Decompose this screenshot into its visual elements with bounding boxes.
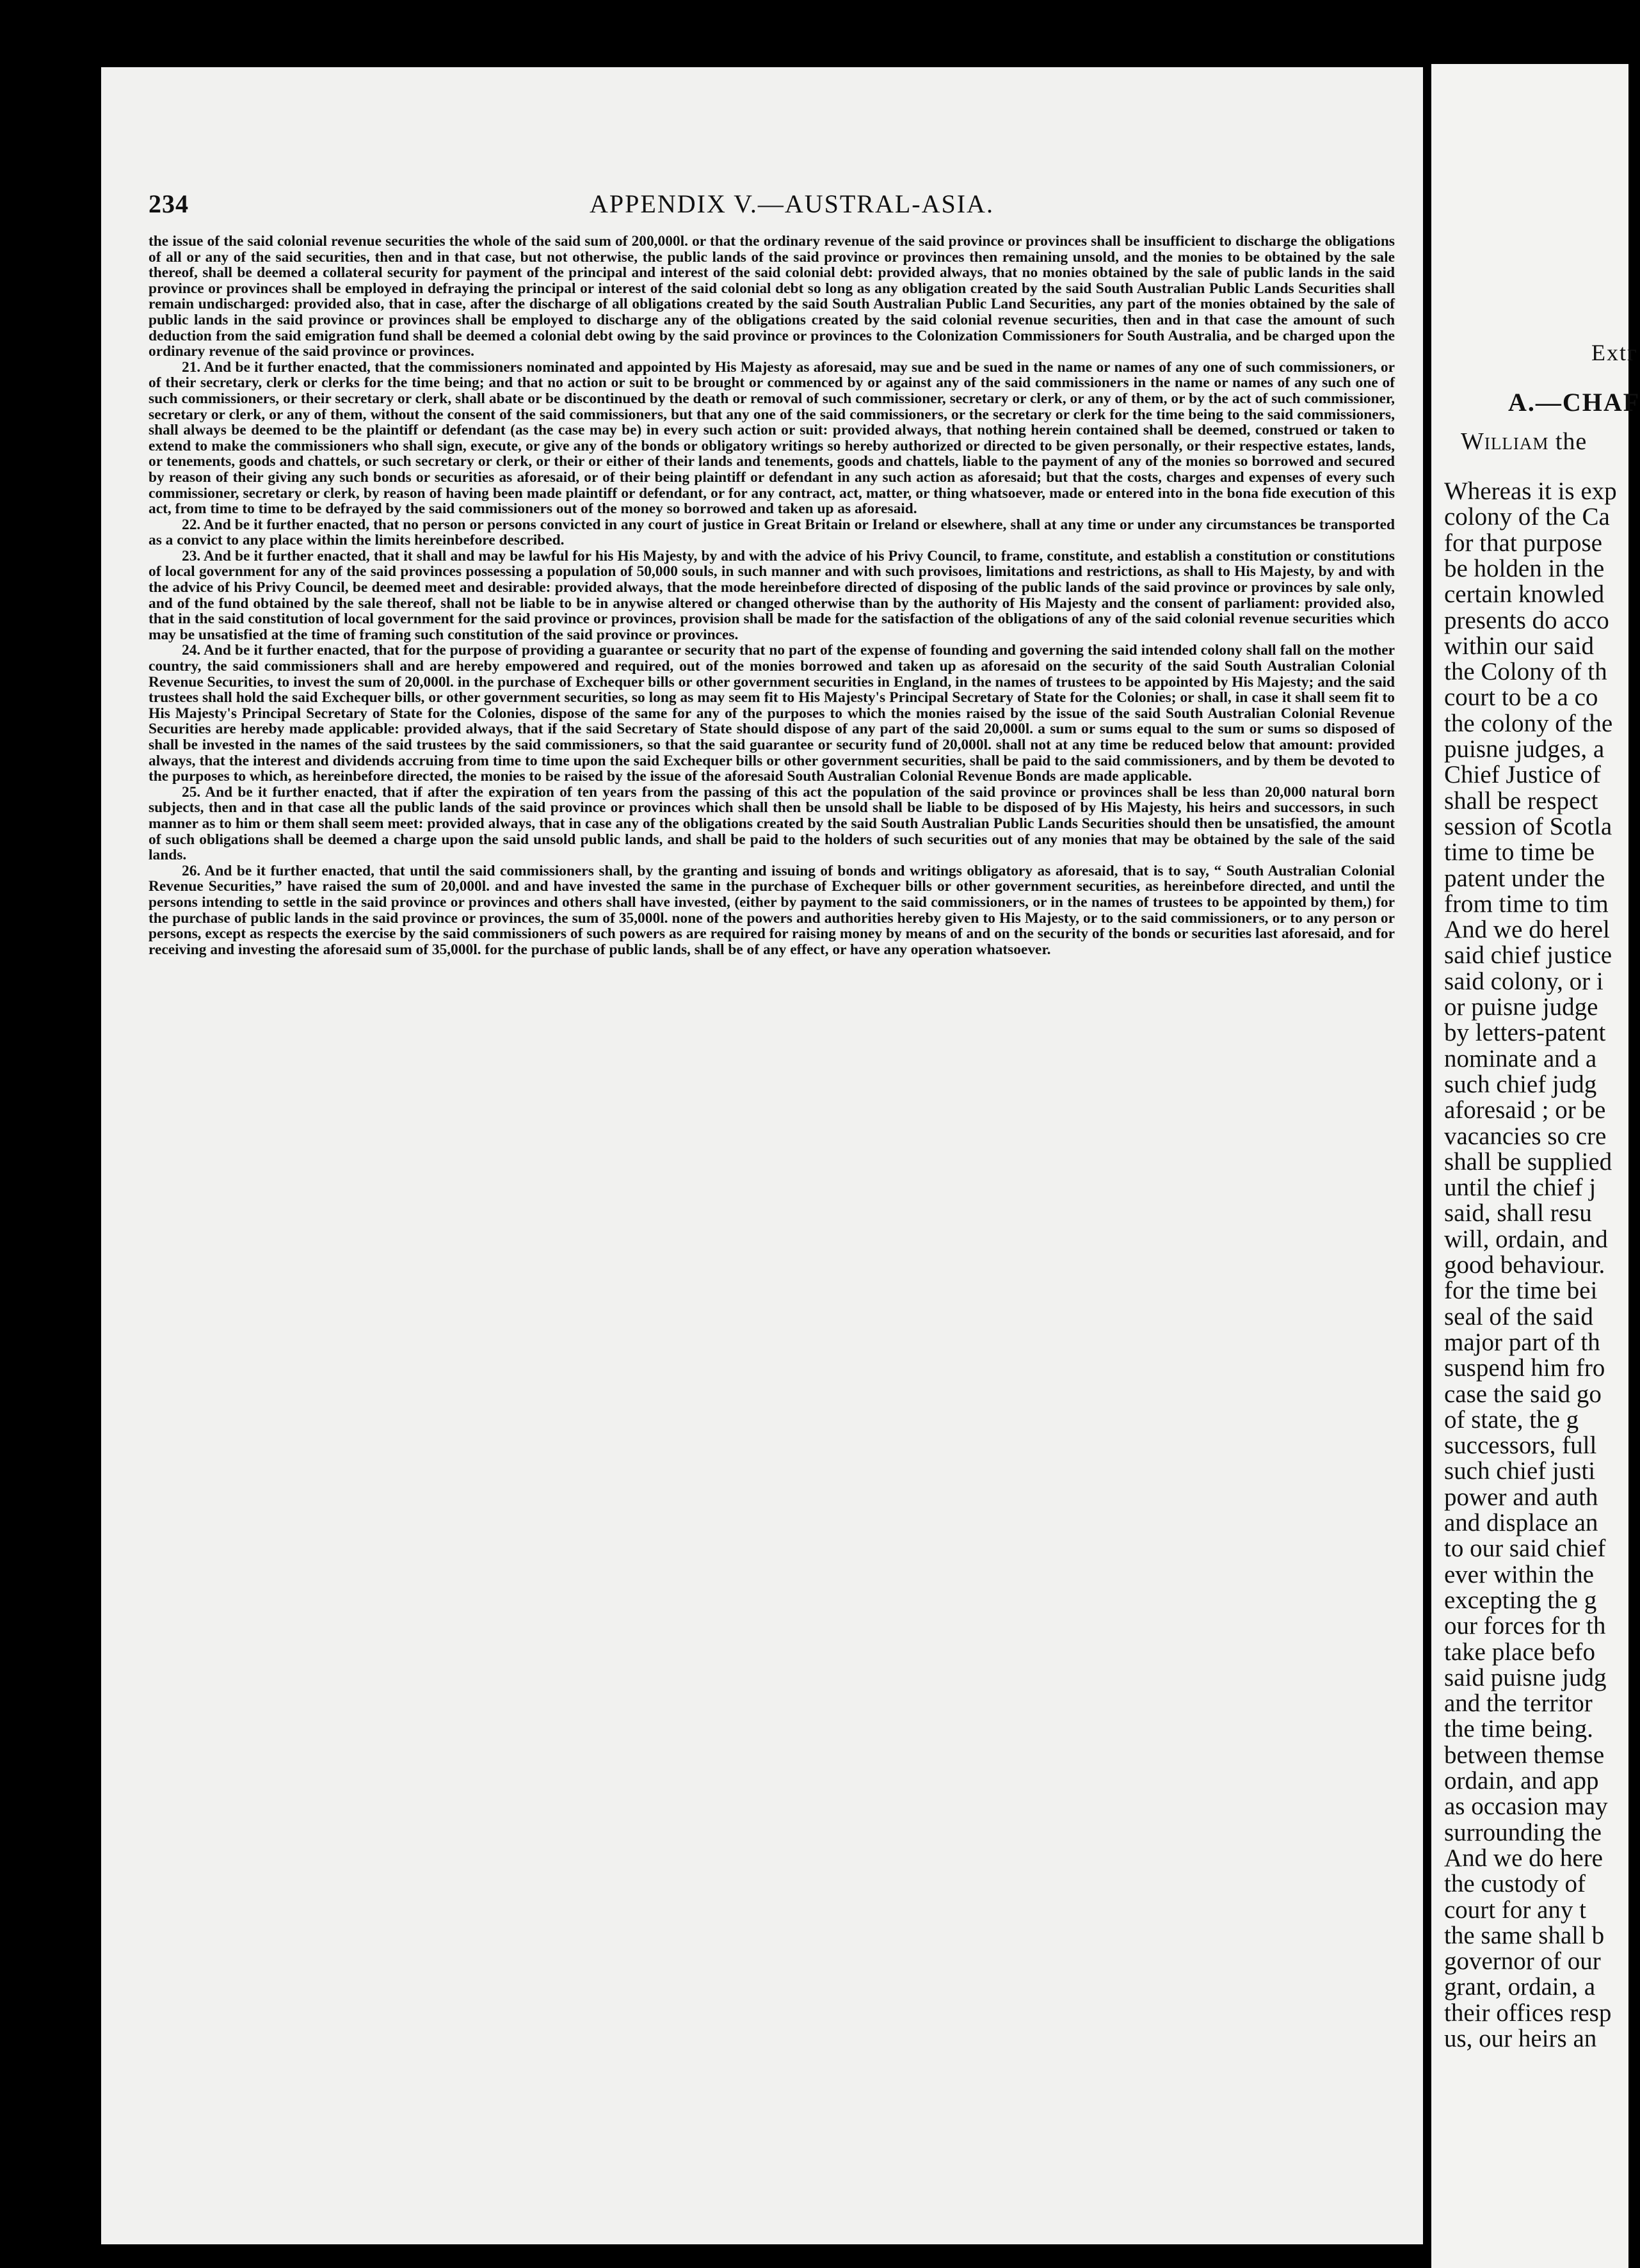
right-column-line: will, ordain, and <box>1444 1225 1608 1253</box>
right-column-line: to our said chief <box>1444 1535 1606 1563</box>
right-column-line: for that purpose <box>1444 529 1602 557</box>
right-heading-extract: Extг <box>1591 340 1638 365</box>
right-column-line: and the territor <box>1444 1689 1593 1718</box>
right-column-line: the time being. <box>1444 1715 1593 1743</box>
right-heading-charter: A.—CHAF <box>1508 388 1640 417</box>
right-column-line: patent under the <box>1444 864 1605 892</box>
right-column-line: shall be respect <box>1444 787 1598 815</box>
right-column-line: major part of th <box>1444 1328 1600 1356</box>
page-number: 234 <box>149 189 189 218</box>
right-column-line: said, shall resu <box>1444 1199 1592 1227</box>
right-column-line: and displace an <box>1444 1509 1598 1537</box>
right-column-line: grant, ordain, a <box>1444 1973 1596 2001</box>
right-column-line: within our said <box>1444 632 1594 660</box>
section-24: 24. And be it further enacted, that for the purpose of providing a guarantee or security that no part of the expense of founding and governing the said intended colony shall fall on the mother country, the said commissioners shall and are hereby empowered and required, out of the monies borrowed and taken up as aforesaid on the security of the said South Australian Colonial Revenue Securities, to invest the sum of 20,000l. in the purchase of Exchequer bills or other government securities in England, in the names of trustees to be appointed by His Majesty; and the said trustees shall hold the said Exchequer bills, or other government securities, so long as may seem fit to His Majesty's Principal Secretary of State for the Colonies; or shall, in case it shall seem fit to His Majesty's Principal Secretary of State for the Colonies, dispose of the same for any of the purposes to which the monies raised by the issue of the said South Australian Colonial Revenue Securities are hereby made applicable: provided always, that if the said Secretary of State should dispose of any part of the said 20,000l. a sum or sums equal to the sum or sums so disposed of shall be invested in the names of the said trustees by the said commissioners, so that the said guarantee or security fund of 20,000l. shall not at any time be reduced below that amount: provided always, that the interest and dividends accruing from time to time upon the said Exchequer bills or other government securities, shall be paid to the said commissioners, and by them be devoted to the purposes to which, as hereinbefore directed, the monies to be raised by the issue of the aforesaid South Australian Colonial Revenue Bonds are made applicable. <box>149 642 1395 785</box>
right-column-line: successors, full <box>1444 1432 1597 1460</box>
right-column-line: ever within the <box>1444 1560 1594 1588</box>
right-column-line: Chief Justice of <box>1444 761 1601 789</box>
right-column-line: seal of the said <box>1444 1302 1593 1330</box>
right-column-line: between themse <box>1444 1741 1605 1769</box>
right-column-line: from time to tim <box>1444 890 1609 918</box>
right-column-line: the Colony of th <box>1444 658 1607 686</box>
section-23: 23. And be it further enacted, that it shall and may be lawful for his His Majesty, by and with the advice of his Privy Council, to frame, constitute, and establish a constitution or constitutions of local government for any of the said provinces possessing a population of 50,000 souls, in such manner and with such provisoes, limitations and restrictions, as shall to His Majesty, by and with the advice of his Privy Council, be deemed meet and desirable: provided always, that the mode hereinbefore directed of disposing of the public lands of the said province or provinces by sale only, and of the fund obtained by the sale thereof, shall not be liable to be in anywise altered or changed otherwise than by the authority of His Majesty and the consent of parliament: provided also, that in the said constitution of local government for the said province or provinces, provision shall be made for the satisfaction of the obligations of any of the said colonial revenue securities which may be unsatisfied at the time of framing such constitution of the said province or provinces. <box>149 547 1395 643</box>
right-column-line: of state, the g <box>1444 1405 1579 1433</box>
right-page-content <box>1431 64 1640 2268</box>
section-26: 26. And be it further enacted, that until the said commissioners shall, by the granting and issuing of bonds and writings obligatory as aforesaid, that is to say, “ South Australian Colonial Revenue Securities,” have raised the sum of 20,000l. and and have invested the same in the purchase of Exchequer bills or other government securities, as hereinbefore directed, and until the persons intending to settle in the said province or provinces and others shall have invested, (either by payment to the said commissioners, or in the names of trustees to be appointed by them,) for the purchase of public lands in the said province or provinces, the sum of 35,000l. none of the powers and authorities hereby given to His Majesty, or to the said commissioners, or to any person or persons, except as respects the exercise by the said commissioners of such powers as are required for raising money by means of and on the security of the bonds or securities last aforesaid, and for receiving and investing the aforesaid sum of 35,000l. for the purchase of public lands, shall be of any effect, or have any operation whatsoever. <box>149 862 1395 958</box>
right-column-line: nominate and a <box>1444 1044 1597 1073</box>
right-column-line: presents do acco <box>1444 606 1609 634</box>
right-column-line: as occasion may <box>1444 1793 1608 1821</box>
right-column-line: take place befo <box>1444 1638 1596 1666</box>
right-column-line: And we do here <box>1444 1844 1603 1872</box>
right-column-line: case the said go <box>1444 1380 1602 1408</box>
right-column-line: for the time bei <box>1444 1277 1598 1305</box>
right-column-line: good behaviour. <box>1444 1251 1605 1279</box>
right-column-line: said chief justice <box>1444 941 1612 970</box>
right-column-line: ordain, and app <box>1444 1767 1599 1794</box>
section-25: 25. And be it further enacted, that if after the expiration of ten years from the passing of this act the population of the said province or provinces shall be less than 20,000 natural born subjects, then and in that case all the public lands of the said province or provinces which shall then be unsold shall be liable to be disposed of by His Majesty, his heirs and successors, in such manner as to him or them shall seem meet: provided always, that in case any of the obligations created by the said South Australian Public Lands Securities should then be unsatisfied, the amount of such obligations shall be deemed a charge upon the said unsold public lands, and shall be paid to the holders of such securities out of any monies that may be obtained by the sale of the said lands. <box>149 783 1395 864</box>
section-22: 22. And be it further enacted, that no person or persons convicted in any court of justice in Great Britain or Ireland or elsewhere, shall at any time or under any circumstances be transported as a convict to any place within the limits hereinbefore described. <box>149 516 1395 549</box>
right-column-line: the colony of the <box>1444 709 1613 737</box>
right-column-line: be holden in the <box>1444 554 1605 582</box>
right-column-line: by letters-patent <box>1444 1019 1606 1047</box>
right-column-line: time to time be <box>1444 838 1595 866</box>
right-column-line: power and auth <box>1444 1483 1598 1511</box>
right-column-line: colony of the Ca <box>1444 503 1610 531</box>
right-column-line: such chief justi <box>1444 1457 1596 1485</box>
right-column-line: shall be supplied <box>1444 1147 1612 1176</box>
running-header <box>149 189 1397 221</box>
right-column-line: court for any t <box>1444 1896 1587 1924</box>
right-column-line: said puisne judg <box>1444 1663 1607 1691</box>
right-column-line: us, our heirs an <box>1444 2025 1597 2052</box>
paragraph-continued: the issue of the said colonial revenue securities the whole of the said sum of 200,000l. or that the ordinary revenue of the said province or provinces shall be insufficient to discharge the obligations of all or any of the said securities, then and in that case, but not otherwise, the public lands of the said province or provinces then remaining unsold, and the monies to be obtained by the sale thereof, shall be deemed a collateral security for payment of the principal and interest of the said colonial debt: provided always, that no monies obtained by the sale of public lands in the said province or provinces shall be employed in defraying the principal or interest of the said colonial debt so long as any obligation created by the said South Australian Public Lands Securities shall remain undischarged: provided also, that in case, after the discharge of all obligations created by the said South Australian Public Land Securities, any part of the monies obtained by the sale of public lands in the said province or provinces shall be employed to discharge any of the obligations created by the said colonial revenue securities, then and in that case the amount of such deduction from the said emigration fund shall be deemed a colonial debt owing by the said province or provinces to the Colonization Commissioners for South Australia, and be charged upon the ordinary revenue of the said province or provinces. <box>149 233 1395 360</box>
right-column-line: aforesaid ; or be <box>1444 1096 1606 1124</box>
right-column-line: excepting the g <box>1444 1586 1597 1614</box>
right-column-line: governor of our <box>1444 1947 1601 1976</box>
right-column-line: vacancies so cre <box>1444 1122 1607 1150</box>
right-column-line: court to be a co <box>1444 683 1598 712</box>
section-21: 21. And be it further enacted, that the commissioners nominated and appointed by His Majesty as aforesaid, may sue and be sued in the name or names of any one of such commissioners, or of their secretary, clerk or clerks for the time being; and that no action or suit to be brought or commenced by or against any of the said commissioners in the name or names of any such one of such commissioners, or their secretary or clerk, shall abate or be discontinued by the death or removal of such commissioner, secretary or clerk, or any of them, or by the act of such commissioner, secretary or clerk, or any of them, without the consent of the said commissioners, but that any one of the said commissioners, or the secretary or clerk for the time being to the said commissioners, shall always be deemed to be the plaintiff or defendant (as the case may be) in every such action or suit: provided always, that nothing herein contained shall be deemed, construed or taken to extend to make the commissioners who shall sign, execute, or give any of the bonds or obligatory writings so hereby authorized or directed to be given personally, or their respective estates, lands, or tenements, goods and chattels, or such secretary or clerk, or their or either of their lands and tenements, goods and chattels, liable to the payment of any of the monies so borrowed and secured by reason of their giving any such bonds or securities as aforesaid, or of their being plaintiff or defendant in any such action as aforesaid; but that the costs, charges and expenses of every such commissioner, secretary or clerk, by reason of having been made plaintiff or defendant, or for any contract, act, matter, or thing whatsoever, made or entered into in the bona fide execution of this act, from time to time to be defrayed by the said commissioners out of the money so borrowed and taken up as aforesaid. <box>149 358 1395 518</box>
body-text <box>149 234 1395 957</box>
right-column-line: puisne judges, a <box>1444 735 1605 763</box>
right-column-line: said colony, or i <box>1444 967 1604 995</box>
right-column-line: And we do herel <box>1444 916 1610 944</box>
right-column-line: suspend him fro <box>1444 1354 1605 1382</box>
right-column-line: their offices resp <box>1444 1999 1612 2027</box>
right-heading-william-name: William <box>1461 428 1549 455</box>
right-heading-william <box>1461 427 1587 456</box>
right-column-line: our forces for th <box>1444 1612 1606 1640</box>
right-column-line: until the chief j <box>1444 1174 1596 1202</box>
right-column-line: the custody of <box>1444 1870 1586 1898</box>
right-column-line: the same shall b <box>1444 1921 1605 1949</box>
right-column-line: Whereas it is exp <box>1444 477 1617 505</box>
right-column-line: certain knowled <box>1444 580 1605 609</box>
right-column-line: or puisne judge <box>1444 993 1598 1021</box>
running-title: APPENDIX V.—AUSTRAL-ASIA. <box>590 189 994 218</box>
right-column-line: surrounding the <box>1444 1818 1602 1846</box>
right-column-line: such chief judg <box>1444 1070 1597 1098</box>
right-column-line: session of Scotla <box>1444 812 1612 840</box>
right-heading-william-rest: the <box>1548 428 1588 455</box>
